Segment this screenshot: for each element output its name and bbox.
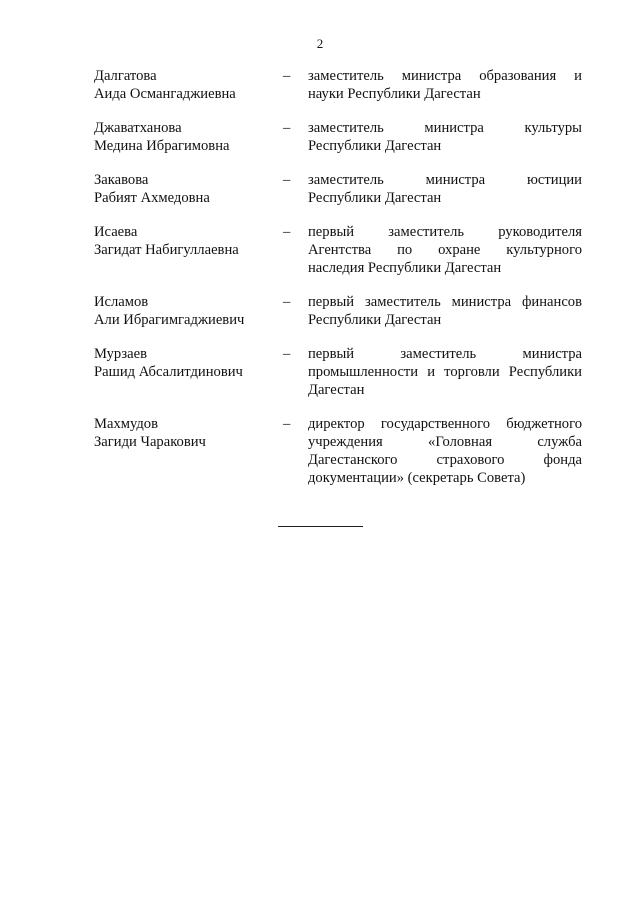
member-role	[308, 119, 582, 155]
role-line: Агентства по охране культурного	[308, 242, 582, 258]
member-given-names: Загидат Набигуллаевна	[94, 242, 239, 258]
member-role	[308, 67, 582, 103]
separator-dash: –	[283, 224, 291, 240]
member-surname: Далгатова	[94, 68, 157, 84]
role-line: промышленности и торговли Республики	[308, 364, 582, 380]
role-line: директор государственного бюджетного	[308, 416, 582, 432]
member-role	[308, 223, 582, 277]
role-line: Республики Дагестан	[308, 190, 442, 206]
member-name	[94, 67, 274, 103]
role-line: документации» (секретарь Совета)	[308, 470, 526, 486]
member-given-names: Аида Османгаджиевна	[94, 86, 236, 102]
member-surname: Исаева	[94, 224, 138, 240]
role-line: первый заместитель министра	[308, 346, 582, 362]
council-member-list	[94, 67, 584, 491]
member-name	[94, 119, 274, 155]
member-name	[94, 415, 274, 451]
separator-dash: –	[283, 416, 291, 432]
member-role	[308, 293, 582, 329]
member-given-names: Али Ибрагимгаджиевич	[94, 312, 245, 328]
member-given-names: Медина Ибрагимовна	[94, 138, 230, 154]
member-surname: Джаватханова	[94, 120, 182, 136]
role-line: Дагестан	[308, 382, 365, 398]
list-item	[94, 171, 584, 223]
member-name	[94, 293, 274, 329]
list-item	[94, 223, 584, 293]
role-line: первый заместитель министра финансов	[308, 294, 582, 310]
member-given-names: Рашид Абсалитдинович	[94, 364, 243, 380]
separator-dash: –	[283, 172, 291, 188]
role-line: первый заместитель руководителя	[308, 224, 582, 240]
role-line: наследия Республики Дагестан	[308, 260, 502, 276]
member-name	[94, 223, 274, 259]
member-surname: Исламов	[94, 294, 149, 310]
page-number: 2	[316, 36, 324, 51]
list-item	[94, 293, 584, 345]
list-item	[94, 67, 584, 119]
role-line: Республики Дагестан	[308, 312, 442, 328]
member-role	[308, 171, 582, 207]
member-surname: Мурзаев	[94, 346, 147, 362]
separator-dash: –	[283, 294, 291, 310]
separator-dash: –	[283, 68, 291, 84]
member-surname: Махмудов	[94, 416, 158, 432]
separator-dash: –	[283, 120, 291, 136]
role-line: заместитель министра культуры	[308, 120, 582, 136]
role-line: науки Республики Дагестан	[308, 86, 481, 102]
list-item	[94, 345, 584, 415]
separator-dash: –	[283, 346, 291, 362]
role-line: заместитель министра образования и	[308, 68, 582, 84]
member-role	[308, 345, 582, 399]
member-surname: Закавова	[94, 172, 149, 188]
role-line: заместитель министра юстиции	[308, 172, 582, 188]
member-role	[308, 415, 582, 487]
role-line: учреждения «Головная служба	[308, 434, 582, 450]
closing-rule	[278, 526, 363, 527]
list-item	[94, 415, 584, 491]
member-given-names: Рабият Ахмедовна	[94, 190, 210, 206]
member-given-names: Загиди Чаракович	[94, 434, 206, 450]
list-item	[94, 119, 584, 171]
role-line: Дагестанского страхового фонда	[308, 452, 582, 468]
member-name	[94, 345, 274, 381]
role-line: Республики Дагестан	[308, 138, 442, 154]
member-name	[94, 171, 274, 207]
